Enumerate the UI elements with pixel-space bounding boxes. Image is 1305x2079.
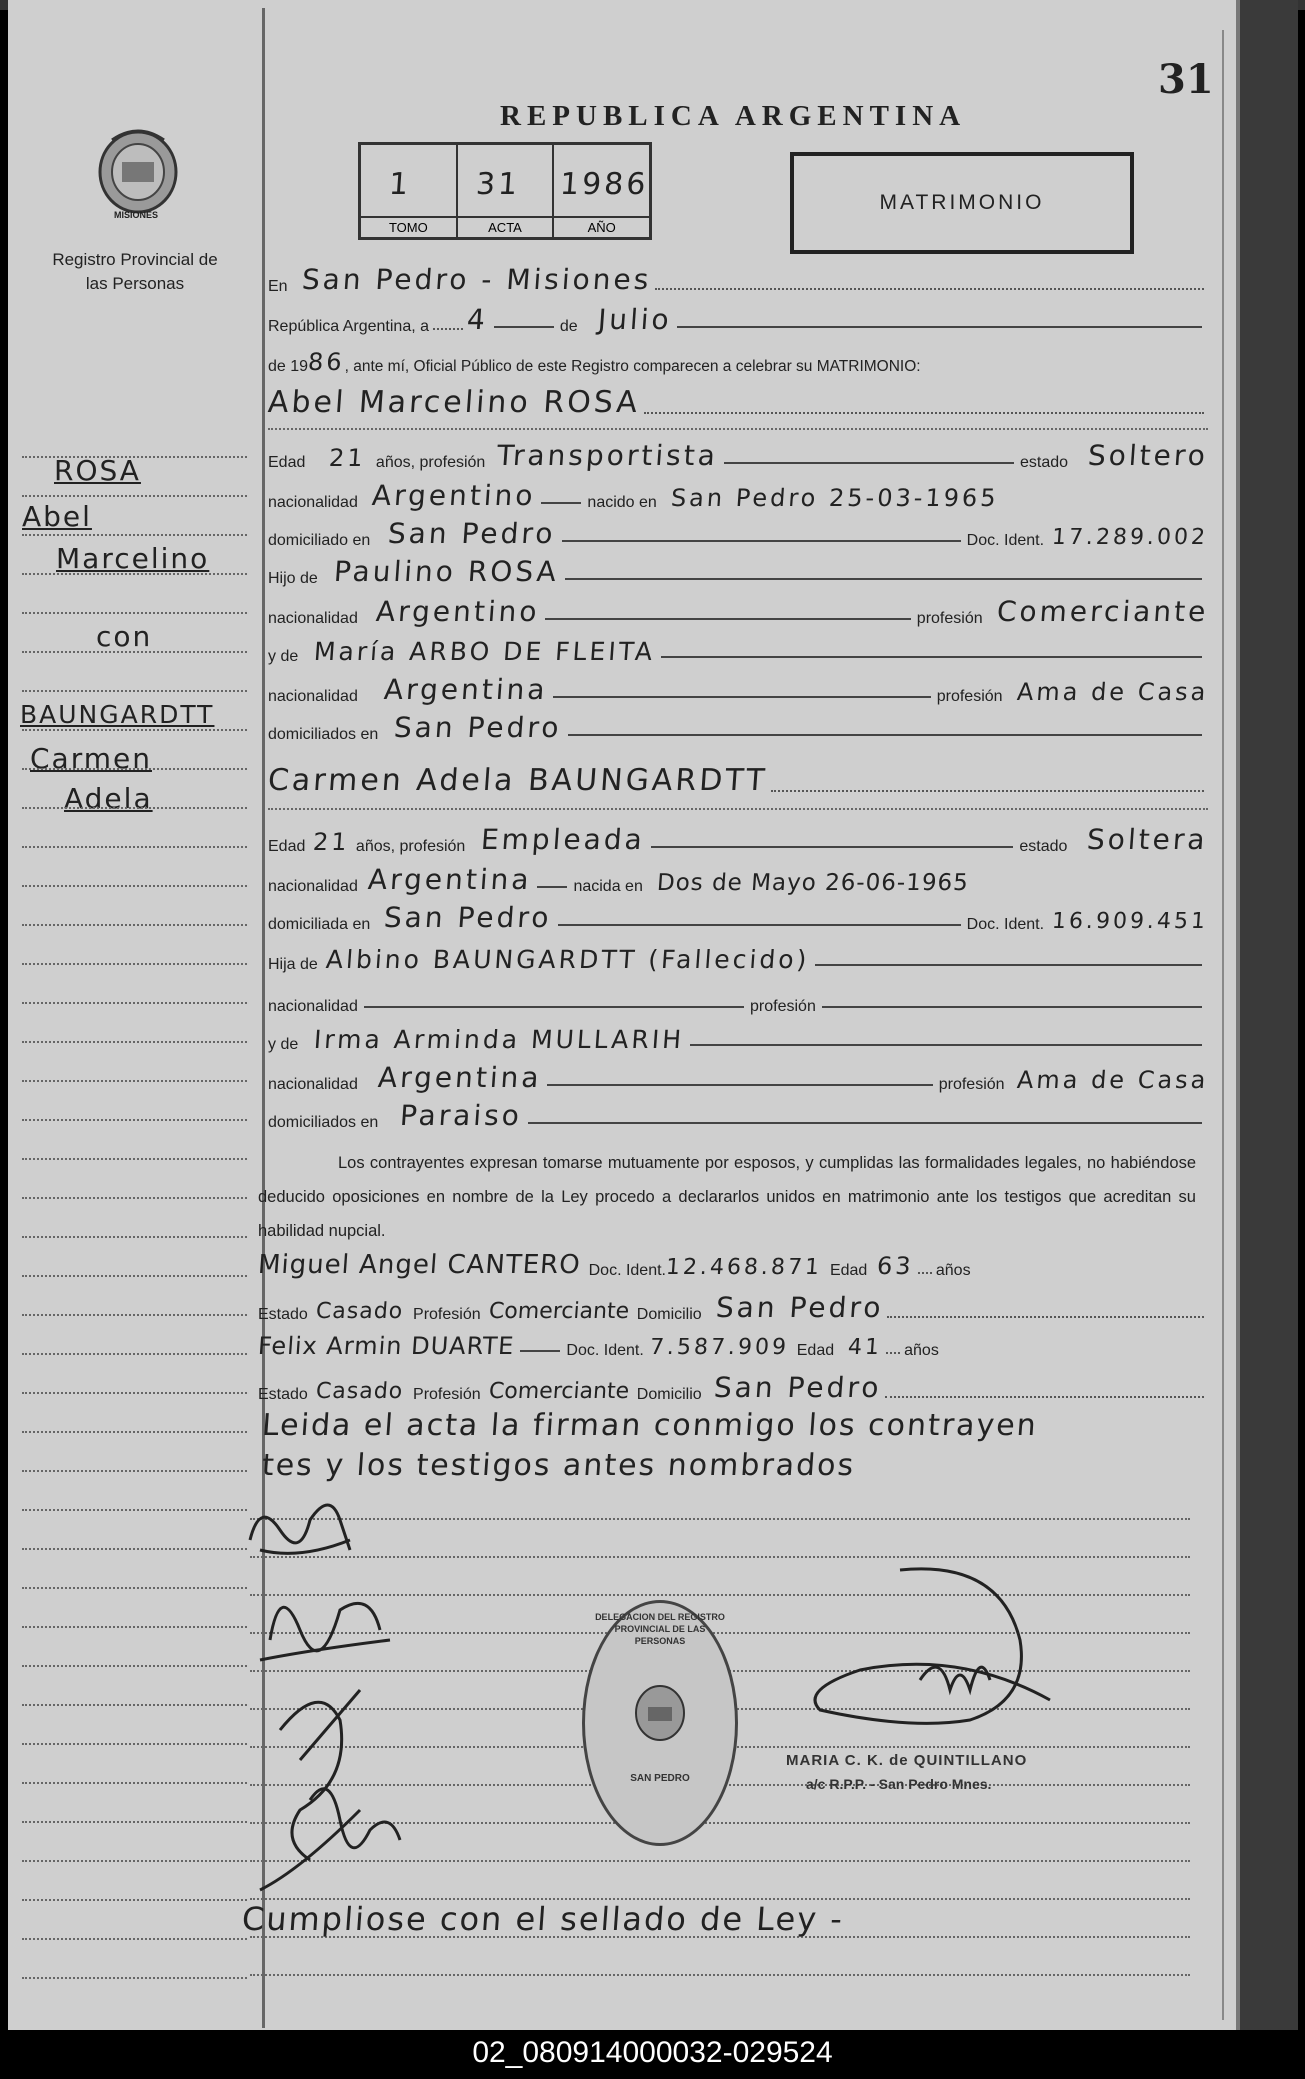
seal-center-text: SAN PEDRO <box>630 1773 690 1784</box>
ano-value: 1986 <box>559 167 650 202</box>
profesion-label: profesión <box>938 1076 1005 1093</box>
y-de-label: y de <box>268 1036 299 1053</box>
edad-label: Edad <box>268 454 306 471</box>
tomo-label: TOMO <box>361 216 456 237</box>
groom-age: 21 <box>328 444 367 472</box>
row-groom-mother-nat <box>268 672 1208 706</box>
row-witness2-details <box>258 1370 1208 1404</box>
nacionalidad-label: nacionalidad <box>268 688 358 705</box>
republica-label: República Argentina, a <box>268 318 429 335</box>
year-prefix: de 19 <box>268 358 309 375</box>
hija-label: Hija de <box>268 956 318 973</box>
bride-age: 21 <box>312 828 351 856</box>
official-name: MARIA C. K. de QUINTILLANO <box>786 1752 1028 1769</box>
profesion-label: Profesión <box>413 1386 481 1403</box>
groom-birth: San Pedro 25-03-1965 <box>669 484 1000 512</box>
right-rule <box>1222 30 1224 2020</box>
groom-name: Abel Marcelino ROSA <box>266 385 642 420</box>
doc-label: Doc. Ident. <box>588 1262 666 1279</box>
anos-label: años <box>935 1262 971 1279</box>
act-type-box <box>790 152 1134 254</box>
groom-mother-nat: Argentina <box>382 673 549 706</box>
row-bride-father <box>268 940 1208 974</box>
witness2-doc: 7.587.909 <box>648 1335 790 1360</box>
record-box <box>358 142 652 240</box>
groom-doc: 17.289.002 <box>1051 525 1209 550</box>
row-groom-parents-dom <box>268 710 1208 744</box>
bride-mother-nat: Argentina <box>376 1061 543 1094</box>
ano-cell <box>554 145 649 237</box>
bride-mother-prof: Ama de Casa <box>1015 1066 1209 1094</box>
witness1-age: 63 <box>876 1252 915 1280</box>
ano-label: AÑO <box>554 216 649 237</box>
marriage-paragraph: Los contrayentes expresan tomarse mutuamente por esposos, y cumplidas las formalidades legales, no habiéndose deducido oposiciones en nombre de la Ley procedo a declararlos unidos en matrimonio ante los testigos que acreditan su habilidad nupcial. <box>258 1154 1196 1240</box>
row-witness1 <box>258 1246 1208 1280</box>
bride-domicile: San Pedro <box>383 901 553 934</box>
estado-label: estado <box>1019 838 1068 855</box>
intro-text: , ante mí, Oficial Público de este Registro comparecen a celebrar su MATRIMONIO: <box>344 358 921 375</box>
row-groom-mother <box>268 632 1208 666</box>
doc-label: Doc. Ident. <box>966 916 1045 933</box>
doc-label: Doc. Ident. <box>566 1342 644 1359</box>
bride-birth: Dos de Mayo 26-06-1965 <box>655 870 970 896</box>
witness2-name: Felix Armin DUARTE <box>257 1332 516 1360</box>
margin-name2a: Carmen <box>30 742 152 775</box>
nacionalidad-label: nacionalidad <box>268 998 358 1015</box>
edad-label: Edad <box>796 1342 835 1359</box>
estado-label: Estado <box>258 1386 308 1403</box>
row-bride-nat <box>268 862 1208 896</box>
closing-line1: Leida el acta la firman conmigo los contrayen <box>260 1408 1039 1443</box>
closing-line2: tes y los testigos antes nombrados <box>260 1448 857 1483</box>
nacionalidad-label: nacionalidad <box>268 494 358 511</box>
edad-label: Edad <box>829 1262 868 1279</box>
official-signature <box>800 1560 1080 1760</box>
margin-surname2: BAUNGARDTT <box>20 700 215 729</box>
groom-estado: Soltero <box>1086 439 1210 472</box>
bride-nationality: Argentina <box>366 863 533 896</box>
doc-label: Doc. Ident. <box>966 532 1045 549</box>
emblem-text: MISIONES <box>114 210 159 220</box>
witness1-prof: Comerciante <box>487 1299 630 1324</box>
groom-father-prof: Comerciante <box>995 595 1210 628</box>
bride-doc: 16.909.451 <box>1051 909 1209 934</box>
acta-label: ACTA <box>458 216 553 237</box>
signatures-scribbles <box>240 1480 420 1900</box>
witness1-dom: San Pedro <box>714 1291 885 1324</box>
registry-name: Registro Provincial de las Personas <box>52 250 218 293</box>
margin-surname1: ROSA <box>54 454 141 487</box>
row-groom-age <box>268 438 1208 472</box>
witness2-dom: San Pedro <box>712 1371 883 1404</box>
bride-mother: Irma Arminda MULLARIH <box>313 1025 686 1054</box>
row-bride-father-nat <box>268 982 1208 1016</box>
row-bride-name <box>268 764 1208 798</box>
groom-father: Paulino ROSA <box>332 555 560 588</box>
binder-edge <box>1240 0 1298 2030</box>
witness1-doc: 12.468.871 <box>665 1255 823 1280</box>
y-de-label: y de <box>268 648 299 665</box>
month-value: Julio <box>596 303 673 336</box>
groom-father-nat: Argentino <box>374 595 541 628</box>
row-bride-age <box>268 822 1208 856</box>
domiciliados-label: domiciliados en <box>268 726 379 743</box>
edad-label: Edad <box>268 838 306 855</box>
groom-domicile: San Pedro <box>387 517 557 550</box>
act-type: MATRIMONIO <box>879 191 1045 214</box>
nacionalidad-label: nacionalidad <box>268 610 358 627</box>
row-year <box>268 342 1208 376</box>
groom-parents-dom: San Pedro <box>393 711 563 744</box>
bride-father: Albino BAUNGARDTT (Fallecido) <box>324 945 811 974</box>
witness2-estado: Casado <box>314 1379 404 1404</box>
estado-label: estado <box>1020 454 1069 471</box>
de-label: de <box>559 318 578 335</box>
footer-code: 02_080914000032-029524 <box>472 2036 833 2069</box>
bride-name: Carmen Adela BAUNGARDTT <box>266 763 769 798</box>
seal-ring-text: DELEGACION DEL REGISTRO PROVINCIAL DE LAS PERSONAS <box>595 1612 725 1646</box>
domiciliada-label: domiciliada en <box>268 916 371 933</box>
row-bride-dom <box>268 900 1208 934</box>
row-witness2 <box>258 1326 1208 1360</box>
profesion-label: profesión <box>750 998 816 1015</box>
anos-profesion-label: años, profesión <box>355 838 466 855</box>
row-date <box>268 302 1208 336</box>
official-title: a/c R.P.P. - San Pedro Mnes. <box>806 1776 992 1792</box>
groom-mother: María ARBO DE FLEITA <box>313 637 657 666</box>
groom-profession: Transportista <box>496 439 720 472</box>
row-groom-father-nat <box>268 594 1208 628</box>
profesion-label: profesión <box>916 610 983 627</box>
en-label: En <box>268 278 288 295</box>
official-seal <box>582 1600 738 1846</box>
domicilio-label: Domicilio <box>636 1306 702 1323</box>
seal-emblem-icon <box>633 1683 687 1743</box>
groom-mother-prof: Ama de Casa <box>1015 678 1209 706</box>
tomo-value: 1 <box>387 167 413 202</box>
anos-profesion-label: años, profesión <box>375 454 486 471</box>
anos-label: años <box>904 1342 939 1359</box>
witness2-age: 41 <box>847 1335 883 1360</box>
folio-number: 31 <box>1158 56 1214 103</box>
hijo-label: Hijo de <box>268 570 318 587</box>
margin-name2b: Adela <box>64 782 153 815</box>
row-groom-name <box>268 386 1208 420</box>
witness1-estado: Casado <box>314 1299 404 1324</box>
day-value: 4 <box>465 303 489 336</box>
groom-nationality: Argentino <box>370 479 537 512</box>
domiciliados-label: domiciliados en <box>268 1114 379 1131</box>
nacionalidad-label: nacionalidad <box>268 878 358 895</box>
profesion-label: profesión <box>936 688 1003 705</box>
margin-name1a: Abel <box>22 500 92 533</box>
domicilio-label: Domicilio <box>636 1386 702 1403</box>
estado-label: Estado <box>258 1306 308 1323</box>
domiciliado-label: domiciliado en <box>268 532 371 549</box>
acta-cell <box>458 145 555 237</box>
margin-name1b: Marcelino <box>56 542 210 575</box>
bride-profession: Empleada <box>480 823 647 856</box>
row-groom-father <box>268 554 1208 588</box>
row-bride-mother <box>268 1020 1208 1054</box>
witness2-prof: Comerciante <box>487 1379 630 1404</box>
year-suffix: 86 <box>307 348 346 376</box>
row-witness1-details <box>258 1290 1208 1324</box>
row-groom-dom <box>268 516 1208 550</box>
tomo-cell <box>361 145 458 237</box>
bride-estado: Soltera <box>1086 823 1210 856</box>
acta-value: 31 <box>474 167 522 202</box>
bride-parents-dom: Paraiso <box>399 1099 524 1132</box>
row-bride-parents-dom <box>268 1098 1208 1132</box>
row-groom-nat <box>268 478 1208 512</box>
margin-connector: con <box>96 620 153 653</box>
nacido-label: nacido en <box>587 494 657 511</box>
row-place <box>268 262 1208 296</box>
row-bride-mother-nat <box>268 1060 1208 1094</box>
rule <box>268 428 1208 430</box>
final-note: Cumpliose con el sellado de Ley - <box>240 1900 846 1938</box>
witness1-name: Miguel Angel CANTERO <box>256 1250 582 1280</box>
rule <box>268 808 1208 810</box>
place-value: San Pedro - Misiones <box>300 263 653 296</box>
country-title: REPUBLICA ARGENTINA <box>500 100 967 132</box>
nacionalidad-label: nacionalidad <box>268 1076 358 1093</box>
profesion-label: Profesión <box>413 1306 481 1323</box>
misiones-emblem <box>92 122 184 226</box>
nacida-label: nacida en <box>573 878 643 895</box>
